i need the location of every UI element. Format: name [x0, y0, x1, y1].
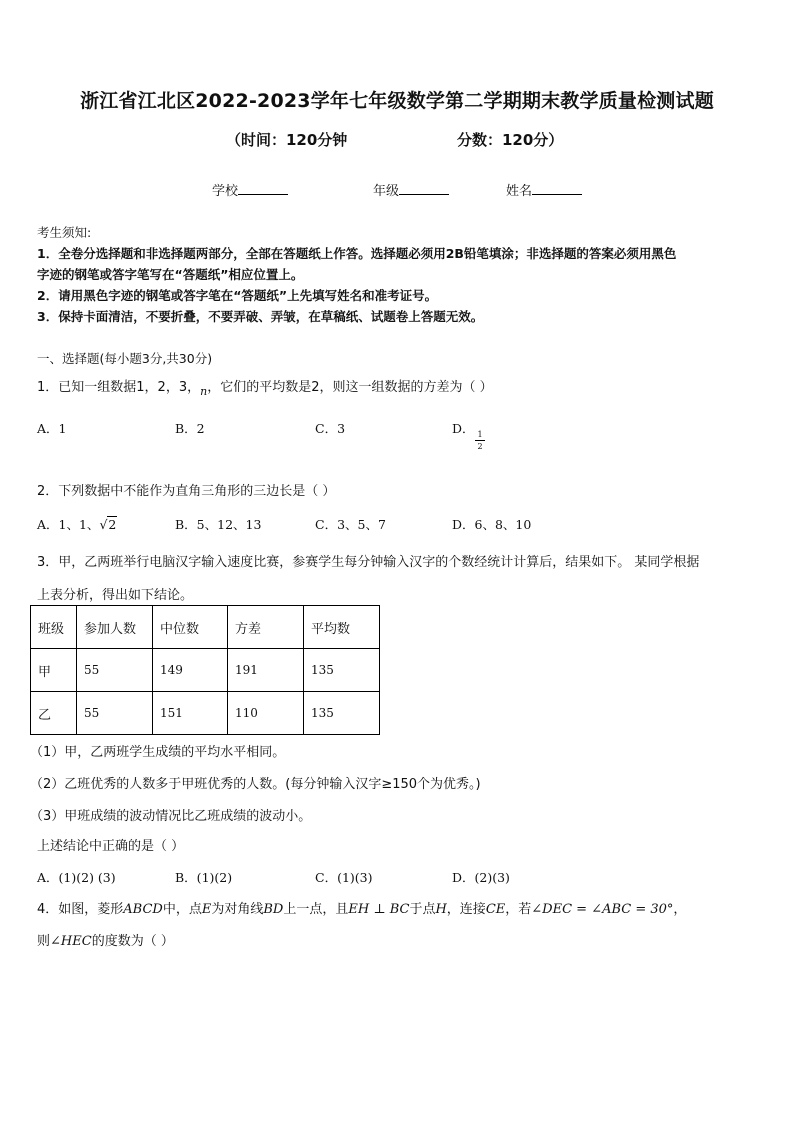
q4-text: ， — [673, 902, 687, 917]
q3-option-c[interactable]: C．(1)(3) — [315, 870, 373, 885]
q4-text: 的度数为（ ） — [91, 934, 174, 949]
q4-text: 上一点，且 — [283, 902, 349, 917]
q4-math: BD — [263, 902, 284, 917]
q3-option-a[interactable]: A．(1)(2) (3) — [37, 870, 116, 885]
page-title: 浙江省江北区2022-2023学年七年级数学第二学期期末教学质量检测试题 — [80, 90, 714, 112]
table-header-cell: 平均数 — [304, 606, 380, 649]
notice-heading: 考生须知: — [37, 225, 92, 240]
q1-option-d[interactable]: D． — [452, 421, 475, 436]
q4-text: ，连接 — [446, 902, 486, 917]
q4-math: E — [201, 902, 212, 917]
table-header-cell: 中位数 — [153, 606, 228, 649]
q4-text: 于点 — [409, 902, 436, 917]
q2-option-d[interactable]: D．6、8、10 — [452, 517, 532, 532]
q1-d-denominator: 2 — [477, 442, 483, 451]
table-cell: 55 — [77, 649, 153, 692]
name-blank[interactable] — [532, 181, 582, 195]
table-cell: 甲 — [31, 649, 77, 692]
grade-label: 年级 — [373, 184, 400, 199]
table-header-cell: 参加人数 — [77, 606, 153, 649]
table-cell: 149 — [153, 649, 228, 692]
school-field — [212, 180, 288, 199]
q1-stem-a: 1．已知一组数据1，2，3， — [37, 380, 201, 395]
name-label: 姓名 — [506, 184, 533, 199]
table-row — [31, 649, 380, 692]
q3-option-b[interactable]: B．(1)(2) — [175, 870, 233, 885]
q4-text: 中，点 — [162, 902, 202, 917]
table-cell: 151 — [153, 692, 228, 735]
notice-item: 2．请用黑色字迹的钢笔或答字笔在“答题纸”上先填写姓名和准考证号。 — [37, 288, 438, 303]
q1-stem — [37, 376, 493, 398]
sqrt-symbol: √2 — [99, 517, 117, 532]
q4-text: ，若 — [505, 902, 532, 917]
q1-d-fraction — [475, 430, 485, 451]
q2-option-a[interactable] — [37, 515, 117, 533]
notice-item: 1．全卷分选择题和非选择题两部分，全部在答题纸上作答。选择题必须用2B铅笔填涂；非选择题的答案必须用黑色 — [37, 246, 677, 261]
table-cell: 135 — [304, 692, 380, 735]
q2-option-b[interactable]: B．5、12、13 — [175, 517, 262, 532]
q1-option-a[interactable]: A．1 — [37, 421, 67, 436]
grade-field — [373, 180, 449, 199]
table-cell: 乙 — [31, 692, 77, 735]
name-field — [506, 180, 582, 199]
school-blank[interactable] — [238, 181, 288, 195]
exam-score: 分数：120分） — [457, 131, 564, 149]
q4-text: 为对角线 — [211, 902, 264, 917]
table-header-cell: 班级 — [31, 606, 77, 649]
q1-option-c[interactable]: C．3 — [315, 421, 346, 436]
q3-stem-line2: 上表分析，得出如下结论。 — [37, 588, 194, 603]
table-cell: 110 — [228, 692, 304, 735]
q4-math: EH ⊥ BC — [348, 902, 410, 917]
school-label: 学校 — [212, 184, 239, 199]
q4-math: CE — [485, 902, 506, 917]
q3-conclusion-3: （3）甲班成绩的波动情况比乙班成绩的波动小。 — [30, 809, 312, 824]
q1-var-n: n — [200, 385, 208, 398]
q2-option-a-radicand: 2 — [108, 517, 117, 532]
notice-item: 3．保持卡面清洁，不要折叠，不要弄破、弄皱，在草稿纸、试题卷上答题无效。 — [37, 309, 484, 324]
q4-text: 则 — [37, 934, 51, 949]
table-cell: 55 — [77, 692, 153, 735]
q4-stem-line2 — [37, 930, 174, 949]
q1-stem-b: ，它们的平均数是2，则这一组数据的方差为（ ） — [207, 380, 493, 395]
section-heading: 一、选择题(每小题3分,共30分) — [37, 351, 213, 366]
table-header-cell: 方差 — [228, 606, 304, 649]
table-cell: 191 — [228, 649, 304, 692]
q4-math: H — [435, 902, 447, 917]
score-table — [30, 605, 380, 735]
exam-time: （时间：120分钟 — [226, 131, 348, 149]
q3-option-d[interactable]: D．(2)(3) — [452, 870, 510, 885]
grade-blank[interactable] — [399, 181, 449, 195]
q1-d-numerator: 1 — [477, 430, 483, 439]
q4-math: ABCD — [123, 902, 163, 917]
q4-stem-line1 — [37, 898, 686, 917]
table-header-row — [31, 606, 380, 649]
q4-math: ∠DEC = ∠ABC = 30° — [531, 902, 674, 917]
q2-option-c[interactable]: C．3、5、7 — [315, 517, 386, 532]
q3-stem-line1: 3．甲，乙两班举行电脑汉字输入速度比赛，参赛学生每分钟输入汉字的个数经统计计算后，结果如下。 某同学根据 — [37, 555, 700, 570]
q1-option-b[interactable]: B．2 — [175, 421, 205, 436]
q3-conclusion-2: （2）乙班优秀的人数多于甲班优秀的人数。(每分钟输入汉字≥150个为优秀。) — [30, 777, 481, 792]
table-cell: 135 — [304, 649, 380, 692]
q3-question: 上述结论中正确的是（ ） — [37, 839, 185, 854]
q2-option-a-prefix: A．1、1、 — [37, 517, 100, 532]
q3-conclusion-1: （1）甲，乙两班学生成绩的平均水平相同。 — [30, 745, 286, 760]
q4-text: 4．如图，菱形 — [37, 902, 124, 917]
table-row — [31, 692, 380, 735]
notice-item: 字迹的钢笔或答字笔写在“答题纸”相应位置上。 — [37, 267, 304, 282]
q4-math: ∠HEC — [50, 934, 92, 949]
q2-stem: 2．下列数据中不能作为直角三角形的三边长是（ ） — [37, 484, 336, 499]
